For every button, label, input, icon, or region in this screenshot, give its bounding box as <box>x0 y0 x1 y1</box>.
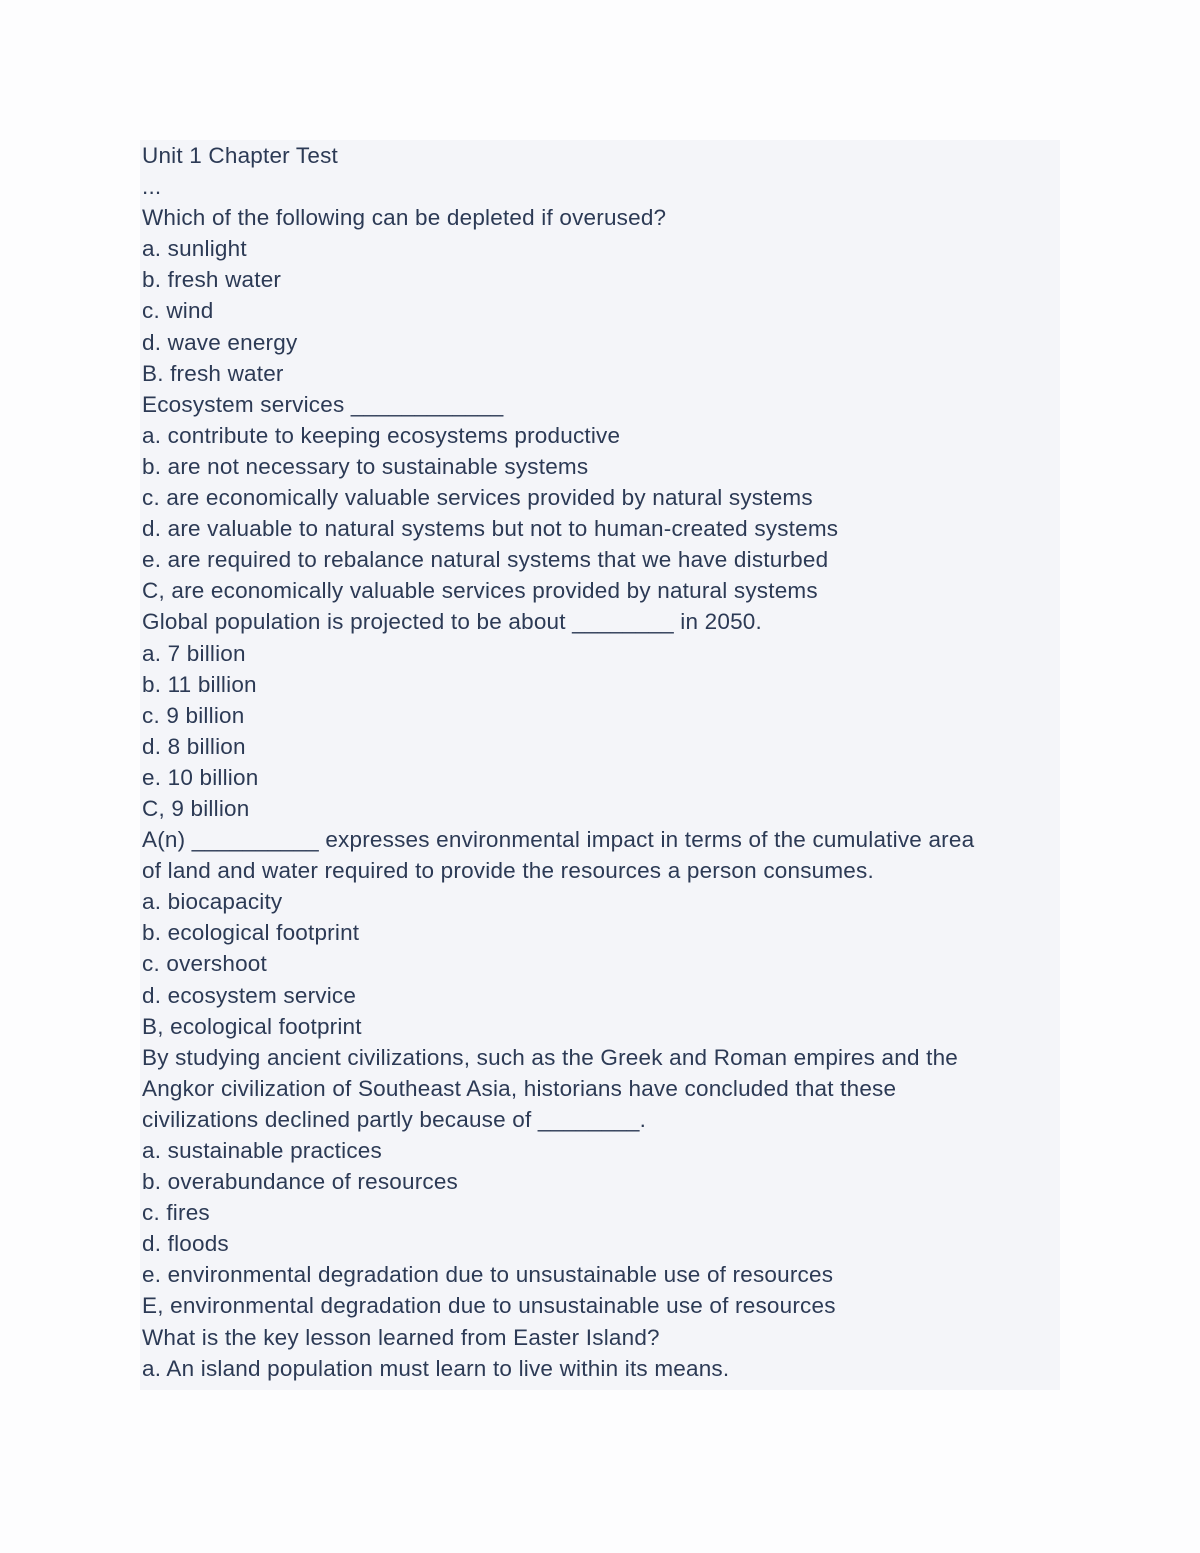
question-4-line-2: of land and water required to provide the resources a person consumes. <box>142 858 874 884</box>
question-6-option-a: a. An island population must learn to live within its means. <box>142 1355 730 1381</box>
question-5-line-1: By studying ancient civilizations, such as the Greek and Roman empires and the <box>142 1044 959 1070</box>
question-3-option-e: e. 10 billion <box>142 764 259 790</box>
question-3-option-c: c. 9 billion <box>142 702 245 728</box>
question-5-line-2: Angkor civilization of Southeast Asia, historians have concluded that these <box>142 1075 897 1101</box>
question-5-answer: E, environmental degradation due to unsustainable use of resources <box>142 1293 836 1319</box>
question-2-option-b: b. are not necessary to sustainable systems <box>142 453 589 479</box>
document-text-block <box>140 140 1060 1390</box>
question-4-option-a: a. biocapacity <box>142 889 283 915</box>
question-2-option-a: a. contribute to keeping ecosystems productive <box>142 422 621 448</box>
question-1-option-c: c. wind <box>142 298 214 324</box>
question-2-option-d: d. are valuable to natural systems but not to human-created systems <box>142 516 839 542</box>
question-3-option-d: d. 8 billion <box>142 733 246 759</box>
question-1-option-b: b. fresh water <box>142 267 282 293</box>
question-1-option-a: a. sunlight <box>142 236 247 262</box>
question-1-answer: B. fresh water <box>142 360 284 386</box>
question-5-line-3: civilizations declined partly because of ________. <box>142 1106 647 1132</box>
question-2: Ecosystem services ____________ <box>142 391 504 417</box>
question-5-option-b: b. overabundance of resources <box>142 1169 458 1195</box>
question-4-option-d: d. ecosystem service <box>142 982 357 1008</box>
question-4-option-c: c. overshoot <box>142 951 267 977</box>
question-5-option-e: e. environmental degradation due to unsustainable use of resources <box>142 1262 834 1288</box>
question-3: Global population is projected to be about ________ in 2050. <box>142 609 762 635</box>
question-2-option-c: c. are economically valuable services provided by natural systems <box>142 485 813 511</box>
question-4-option-b: b. ecological footprint <box>142 920 360 946</box>
question-4-answer: B, ecological footprint <box>142 1013 362 1039</box>
question-5-option-d: d. floods <box>142 1231 229 1257</box>
question-4-line-1: A(n) __________ expresses environmental impact in terms of the cumulative area <box>142 827 975 853</box>
question-1: Which of the following can be depleted if overused? <box>142 205 667 231</box>
question-3-option-b: b. 11 billion <box>142 671 257 697</box>
question-1-option-d: d. wave energy <box>142 329 298 355</box>
question-2-answer: C, are economically valuable services provided by natural systems <box>142 578 818 604</box>
ellipsis-line: ... <box>142 174 162 200</box>
question-5-option-c: c. fires <box>142 1200 210 1226</box>
question-3-answer: C, 9 billion <box>142 795 250 821</box>
question-6: What is the key lesson learned from Easter Island? <box>142 1324 660 1350</box>
document-title: Unit 1 Chapter Test <box>142 143 338 168</box>
question-2-option-e: e. are required to rebalance natural systems that we have disturbed <box>142 547 829 573</box>
question-3-option-a: a. 7 billion <box>142 640 246 666</box>
question-5-option-a: a. sustainable practices <box>142 1138 382 1163</box>
